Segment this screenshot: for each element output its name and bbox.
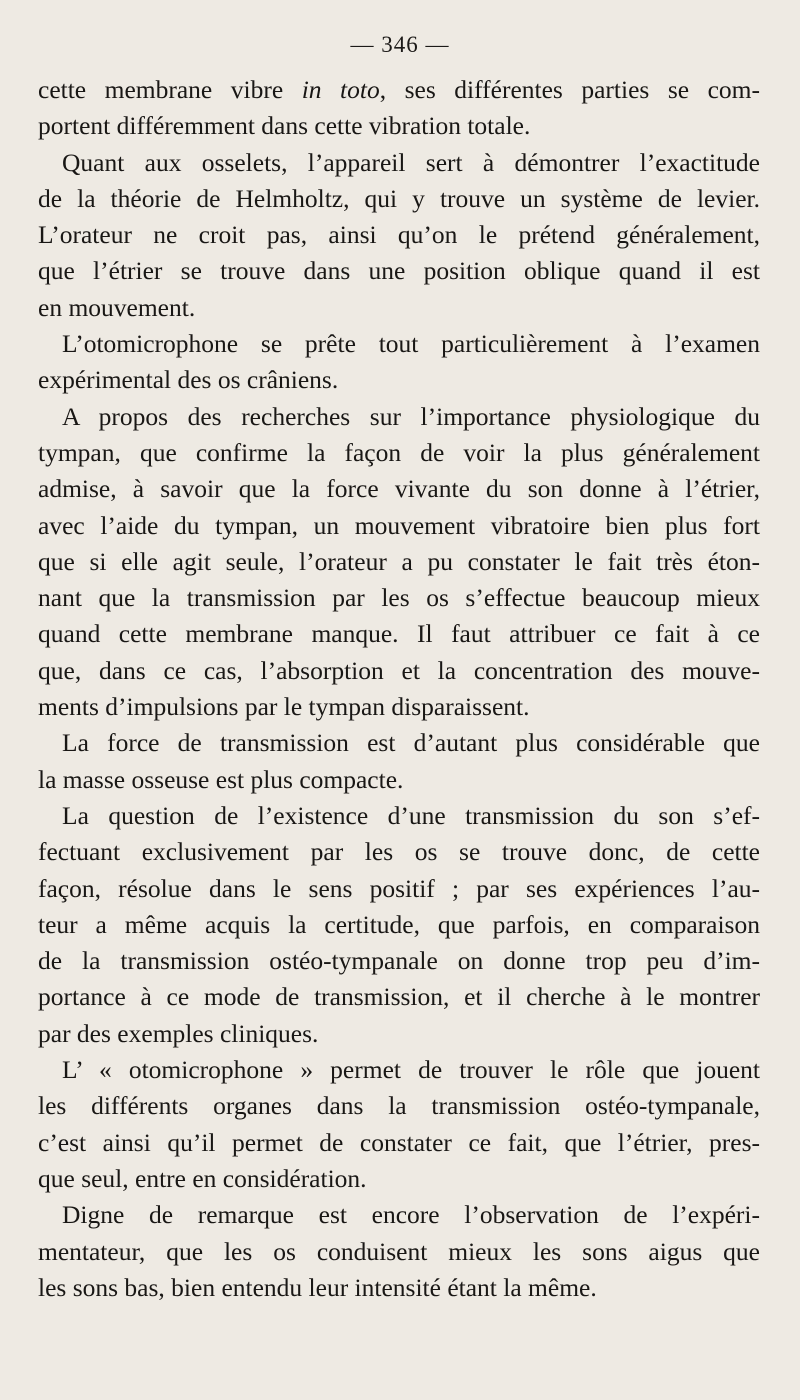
text-run: que si elle agit seule, l’orateur a pu constater le fait très éton-	[38, 546, 760, 576]
text-run: tympan, que confirme la façon de voir la plus généralement	[38, 437, 760, 467]
text-line	[38, 290, 760, 326]
text-line	[38, 907, 760, 943]
text-run: A propos des recherches sur l’importance physiologique du	[62, 401, 760, 431]
text-line	[38, 1052, 760, 1088]
paragraph	[38, 1052, 760, 1197]
text-run: L’orateur ne croit pas, ainsi qu’on le prétend généralement,	[38, 220, 760, 250]
text-line	[38, 399, 760, 435]
text-run: La force de transmission est d’autant plus considérable que	[62, 728, 760, 758]
text-line	[38, 253, 760, 289]
text-line	[38, 616, 760, 652]
text-run: mentateur, que les os conduisent mieux les sons aigus que	[38, 1236, 760, 1266]
text-line	[38, 762, 760, 798]
text-line	[38, 326, 760, 362]
text-line	[38, 1270, 760, 1306]
text-run: la masse osseuse est plus compacte.	[38, 764, 404, 794]
page-number: — 346 —	[350, 32, 450, 57]
text-line	[38, 471, 760, 507]
text-line	[38, 871, 760, 907]
text-line	[38, 145, 760, 181]
text-run: L’otomicrophone se prête tout particulièrement à l’examen	[62, 329, 760, 359]
text-line	[38, 1088, 760, 1124]
body-text	[38, 72, 760, 1306]
text-line	[38, 653, 760, 689]
text-line	[38, 1234, 760, 1270]
text-line	[38, 181, 760, 217]
text-line	[38, 979, 760, 1015]
paragraph	[38, 725, 760, 798]
paragraph	[38, 1197, 760, 1306]
text-line	[38, 580, 760, 616]
paragraph	[38, 326, 760, 399]
text-run: , ses différentes parties se com-	[379, 75, 760, 104]
italic-text: in toto	[301, 75, 380, 104]
text-run: que seul, entre en considération.	[38, 1163, 367, 1193]
text-run: fectuant exclusivement par les os se trouve donc, de cette	[38, 837, 760, 867]
text-line	[38, 689, 760, 725]
text-run: portance à ce mode de transmission, et il cherche à le montrer	[38, 982, 760, 1012]
text-run: que, dans ce cas, l’absorption et la concentration des mouve-	[38, 655, 760, 685]
text-run: façon, résolue dans le sens positif ; par ses expériences l’au-	[38, 873, 760, 903]
text-line	[38, 362, 760, 398]
text-line	[38, 1125, 760, 1161]
text-line	[38, 1197, 760, 1233]
text-run: admise, à savoir que la force vivante du son donne à l’étrier,	[38, 474, 760, 504]
text-run: Digne de remarque est encore l’observation de l’expéri-	[62, 1200, 760, 1230]
text-run: expérimental des os crâniens.	[38, 365, 339, 395]
paragraph	[38, 72, 760, 145]
text-line	[38, 217, 760, 253]
text-line	[38, 725, 760, 761]
text-run: les différents organes dans la transmission ostéo-tympanale,	[38, 1091, 760, 1121]
text-line	[38, 508, 760, 544]
text-run: teur a même acquis la certitude, que parfois, en comparaison	[38, 909, 760, 939]
paragraph	[38, 798, 760, 1052]
text-run: L’ « otomicrophone » permet de trouver le rôle que jouent	[62, 1055, 760, 1085]
text-run: les sons bas, bien entendu leur intensité étant la même.	[38, 1272, 597, 1302]
text-line	[38, 544, 760, 580]
text-line	[38, 798, 760, 834]
text-run: avec l’aide du tympan, un mouvement vibratoire bien plus fort	[38, 510, 760, 540]
text-line	[38, 834, 760, 870]
text-line	[38, 943, 760, 979]
text-line	[38, 72, 760, 108]
text-run: par des exemples cliniques.	[38, 1018, 319, 1048]
text-run: c’est ainsi qu’il permet de constater ce fait, que l’étrier, pres-	[38, 1127, 760, 1157]
text-run: de la théorie de Helmholtz, qui y trouve un système de levier.	[38, 183, 760, 213]
text-run: ments d’impulsions par le tympan disparaissent.	[38, 692, 530, 722]
text-line	[38, 435, 760, 471]
text-line	[38, 1161, 760, 1197]
text-line	[38, 1016, 760, 1052]
text-run: que l’étrier se trouve dans une position oblique quand il est	[38, 256, 760, 286]
text-line	[38, 108, 760, 144]
text-run: cette membrane vibre	[38, 75, 302, 104]
text-run: nant que la transmission par les os s’effectue beaucoup mieux	[38, 583, 760, 613]
paragraph	[38, 145, 760, 326]
text-run: portent différemment dans cette vibration totale.	[38, 111, 531, 141]
text-run: Quant aux osselets, l’appareil sert à démontrer l’exactitude	[62, 147, 760, 177]
text-run: La question de l’existence d’une transmission du son s’ef-	[62, 800, 760, 830]
text-run: en mouvement.	[38, 292, 196, 322]
paragraph	[38, 399, 760, 726]
text-run: de la transmission ostéo-tympanale on donne trop peu d’im-	[38, 946, 760, 976]
text-run: quand cette membrane manque. Il faut attribuer ce fait à ce	[38, 619, 760, 649]
